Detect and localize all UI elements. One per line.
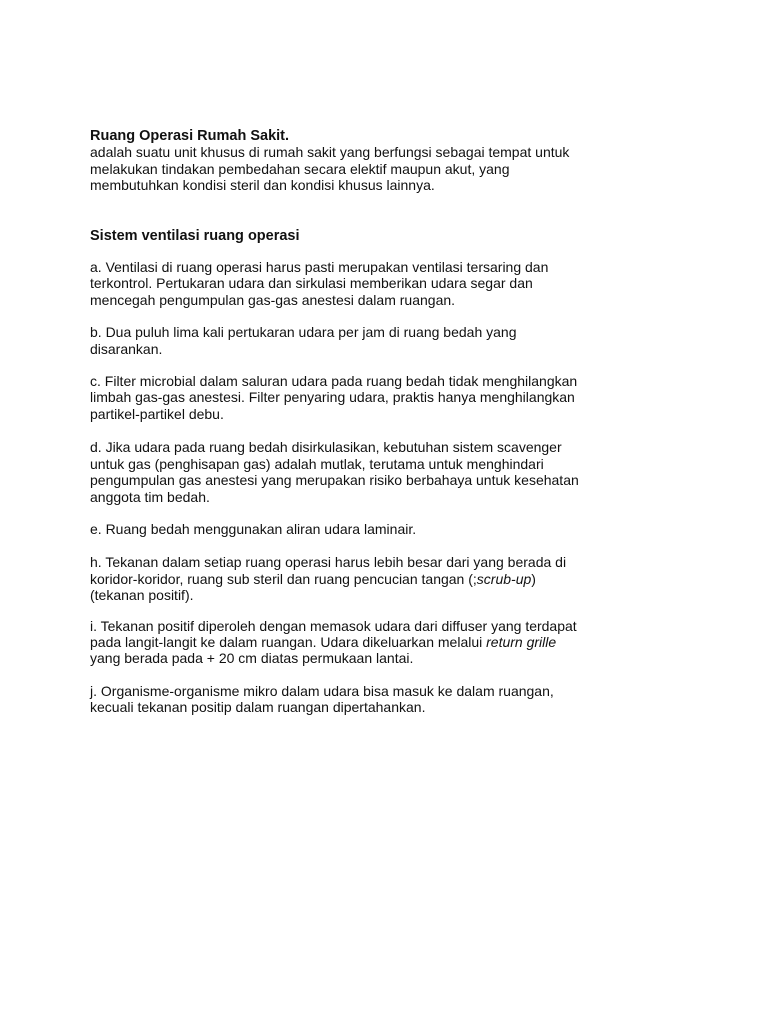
paragraph-i	[90, 618, 580, 667]
paragraph-a: a. Ventilasi di ruang operasi harus pasti merupakan ventilasi tersaring dan terkontrol. Pertukaran udara dan sirkulasi memberikan udara segar dan mencegah pengumpulan gas-gas anestesi dalam ruangan.	[90, 259, 549, 308]
paragraph-i-text-2: yang berada pada + 20 cm diatas permukaan lantai.	[90, 650, 414, 667]
paragraph-j: j. Organisme-organisme mikro dalam udara bisa masuk ke dalam ruangan, kecuali tekanan positip dalam ruangan dipertahankan.	[90, 682, 554, 716]
paragraph-d: d. Jika udara pada ruang bedah disirkulasikan, kebutuhan sistem scavenger untuk gas (penghisapan gas) adalah mutlak, terutama untuk menghindari pengumpulan gas anestesi yang merupakan risiko berbahaya untuk kesehatan anggota tim bedah.	[90, 439, 579, 505]
paragraph-i-text-1: i. Tekanan positif diperoleh dengan memasok udara dari diffuser yang terdapat pada langit-langit ke dalam ruangan. Udara dikeluarkan melalui	[90, 617, 577, 650]
section-title: Sistem ventilasi ruang operasi	[90, 227, 300, 244]
paragraph-h	[90, 554, 580, 603]
paragraph-i-italic: return grille	[486, 633, 557, 650]
paragraph-h-italic: scrub-up	[476, 570, 532, 587]
paragraph-c: c. Filter microbial dalam saluran udara pada ruang bedah tidak menghilangkan limbah gas-gas anestesi. Filter penyaring udara, praktis hanya menghilangkan partikel-partikel debu.	[90, 373, 578, 422]
document-page	[90, 128, 580, 716]
intro-paragraph: adalah suatu unit khusus di rumah sakit yang berfungsi sebagai tempat untuk melakukan tindakan pembedahan secara elektif maupun akut, yang membutuhkan kondisi steril dan kondisi khusus lainnya.	[90, 144, 570, 194]
paragraph-h-text-1: h. Tekanan dalam setiap ruang operasi harus lebih besar dari yang berada di koridor-koridor, ruang sub steril dan ruang pencucian tangan (;	[90, 554, 567, 587]
document-title: Ruang Operasi Rumah Sakit.	[90, 128, 290, 144]
paragraph-e: e. Ruang bedah menggunakan aliran udara laminair.	[90, 520, 417, 537]
paragraph-h-text-2: ) (tekanan positif).	[90, 570, 536, 604]
paragraph-b: b. Dua puluh lima kali pertukaran udara per jam di ruang bedah yang disarankan.	[90, 324, 517, 357]
